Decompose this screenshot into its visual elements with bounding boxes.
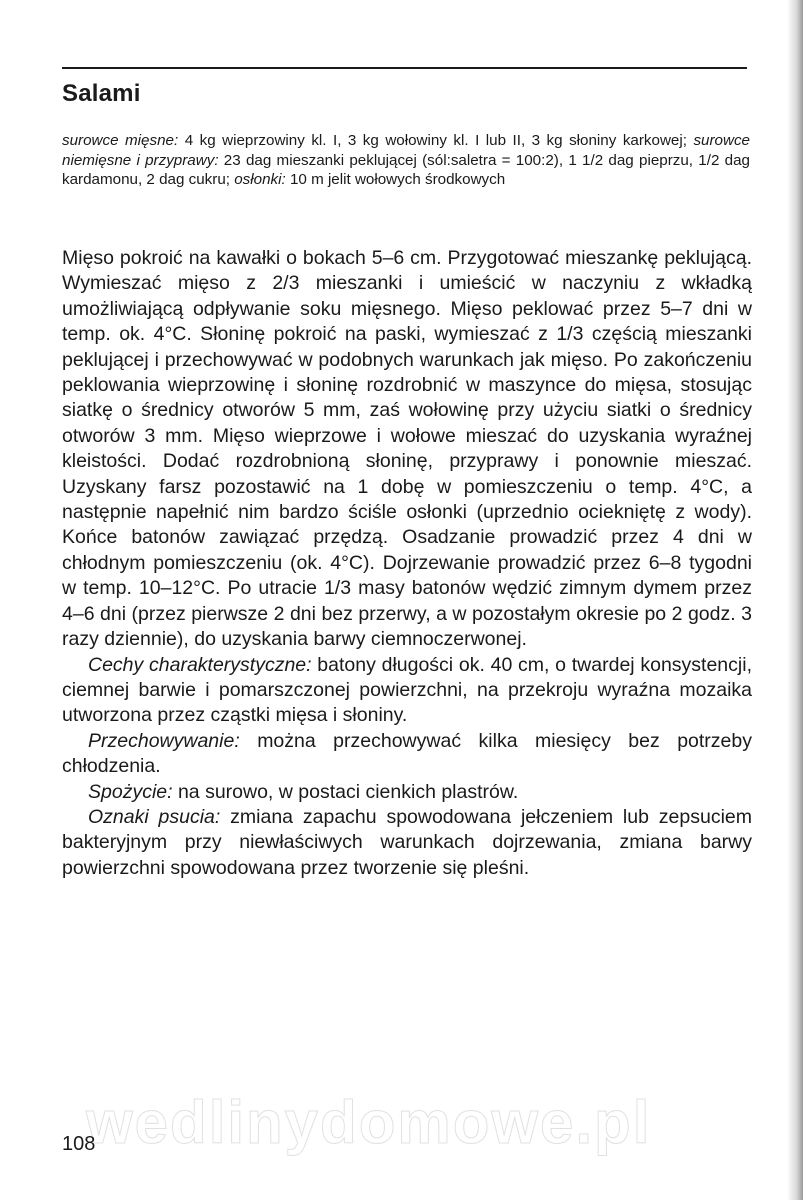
consumption-paragraph [62,780,752,805]
casing-text: 10 m jelit wołowych środkowych [285,171,506,189]
recipe-title: Salami [62,80,141,107]
consumption-label: Spożycie: [88,780,173,803]
storage-label: Przechowywanie: [88,729,240,752]
page-number: 108 [62,1133,96,1155]
ingredients-block [62,131,750,190]
page-edge-shadow [787,0,803,1200]
storage-text: można przechowywać kilka miesięcy bez potrzeby chłodzenia. [62,729,752,778]
top-rule [62,67,747,69]
features-label: Cechy charakterystyczne: [88,653,312,676]
spoilage-paragraph [62,805,752,881]
watermark: wedlinydomowe.pl [86,1089,652,1156]
nonmeat-label: surowce niemięsne i przyprawy: [62,132,750,169]
recipe-body [62,246,752,881]
meat-text: 4 kg wieprzowiny kl. I, 3 kg wołowiny kl. I lub II, 3 kg słoniny karkowej; [178,132,694,149]
consumption-text: na surowo, w postaci cienkich plastrów. [172,780,519,803]
storage-paragraph [62,729,752,780]
features-text: batony długości ok. 40 cm, o twardej konsystencji, ciemnej barwie i pomarszczonej powierzchni, na przekroju wyraźna mozaika utworzona przez cząstki mięsa i słoniny. [62,653,752,727]
nonmeat-text: 23 dag mieszanki peklującej (sól:saletra = 100:2), 1 1/2 dag pieprzu, 1/2 dag kardamonu, 2 dag cukru; [62,151,750,189]
method-paragraph: Mięso pokroić na kawałki o bokach 5–6 cm. Przygotować mieszankę peklującą. Wymieszać mięso z 2/3 mieszanki i umieścić w naczyniu z wkładką umożliwiającą odpływanie soku mięsnego. Mięso peklować przez 5–7 dni w temp. ok. 4°C. Słoninę pokroić na paski, wymieszać z 1/3 częścią mieszanki peklującej i przechowywać w podobnych warunkach jak mięso. Po zakończeniu peklowania wieprzowinę i słoninę rozdrobnić w maszynce do mięsa, stosując siatkę o średnicy otworów 5 mm, zaś wołowinę przy użyciu siatki o średnicy otworów 3 mm. Mięso wieprzowe i wołowe mieszać do uzyskania wyraźnej kleistości. Dodać rozdrobnioną słoninę, przyprawy i ponownie mieszać. Uzyskany farsz pozostawić na 1 dobę w pomieszczeniu o temp. 4°C, a następnie napełnić nim bardzo ściśle osłonki (uprzednio ociekniętę z wody). Końce batonów zawiązać przędzą. Osadzanie prowadzić przez 4 dni w chłodnym pomieszczeniu (ok. 4°C). Dojrzewanie prowadzić przez 6–8 tygodni w temp. 10–12°C. Po utracie 1/3 masy batonów wędzić zimnym dymem przez 4–6 dni (przez pierwsze 2 dni bez przerwy, a w pozostałym okresie po 2 godz. 3 razy dziennie), do uzyskania barwy ciemnoczerwonej. [62,247,752,651]
spoilage-text: zmiana zapachu spowodowana jełczeniem lub zepsuciem bakteryjnym przy niewłaściwych warunkach dojrzewania, zmiana barwy powierzchni spowodowana przez tworzenie się pleśni. [62,805,752,879]
casing-label: osłonki: [234,171,286,189]
meat-label: surowce mięsne: [62,132,179,149]
spoilage-label: Oznaki psucia: [88,805,221,828]
features-paragraph [62,653,752,729]
